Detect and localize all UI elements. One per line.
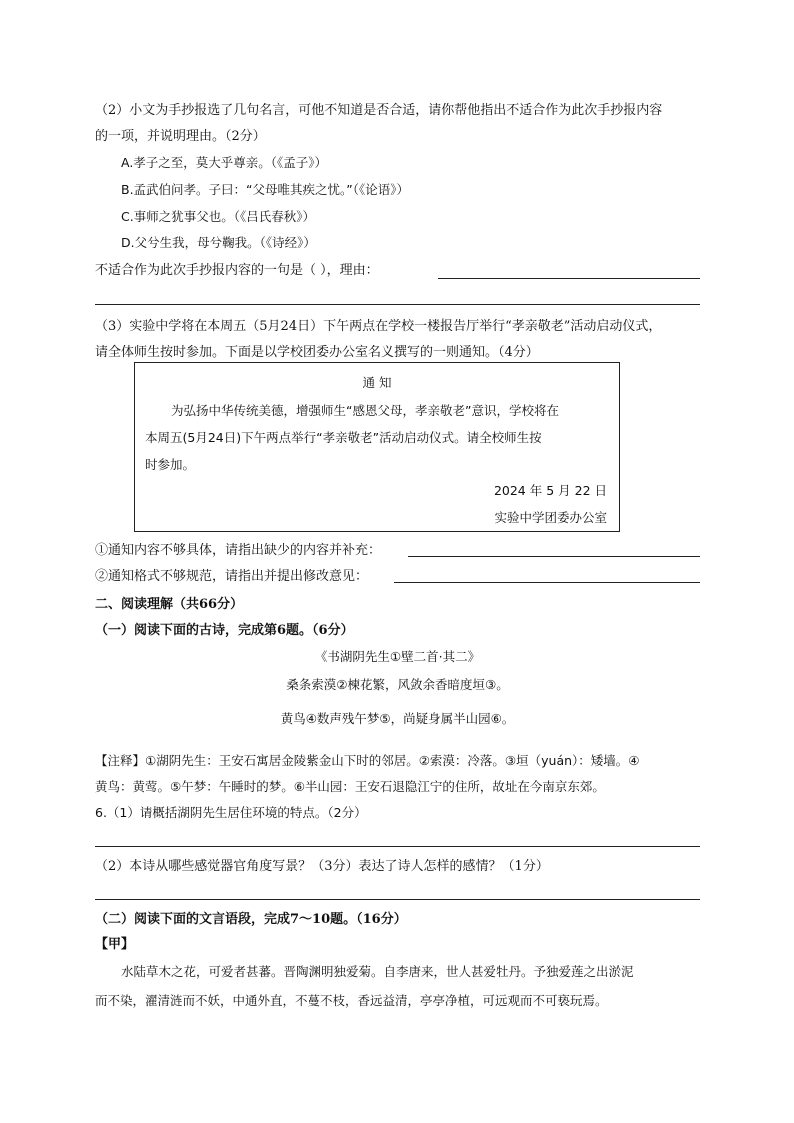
q2-option-c: C.事师之犹事父也。（《吕氏春秋》） — [121, 209, 315, 224]
notice-signature: 实验中学团委办公室 — [494, 510, 607, 525]
q2-answer-prompt: 不适合作为此次手抄报内容的一句是（ ），理由： — [95, 263, 379, 278]
notice-date: 2024 年 5 月 22 日 — [493, 483, 607, 498]
q6-part1-answer-line[interactable] — [95, 846, 700, 847]
classical-text-line2: 而不染，濯清涟而不妖，中通外直，不蔓不枝，香远益清，亭亭净植，可远观而不可亵玩焉。 — [95, 993, 608, 1008]
part1-heading: （一）阅读下面的古诗，完成第6题。（6分） — [95, 623, 354, 638]
part2-heading: （二）阅读下面的文言语段，完成7～10题。（16分） — [95, 912, 407, 927]
q2-answer-line[interactable] — [95, 304, 700, 305]
poem-title: 《书湖阴先生①壁二首·其二》 — [314, 649, 481, 664]
q6-part2: （2）本诗从哪些感觉器官角度写景？（3分）表达了诗人怎样的感情？（1分） — [95, 859, 549, 874]
q3-prompt-line2: 请全体师生按时参加。下面是以学校团委办公室名义撰写的一则通知。（4分） — [95, 345, 539, 360]
q2-reason-line[interactable] — [438, 278, 700, 279]
classical-text-line1: 水陆草木之花，可爱者甚蕃。晋陶渊明独爱菊。自李唐来，世人甚爱牡丹。予独爱莲之出淤泥 — [121, 964, 634, 979]
q3-sub2: ②通知格式不够规范，请指出并提出修改意见： — [95, 569, 369, 584]
q2-option-d: D.父兮生我，母兮鞠我。（《诗经》） — [121, 235, 316, 250]
notice-body-line3: 时参加。 — [145, 457, 196, 472]
q3-prompt-line1: （3）实验中学将在本周五（5月24日）下午两点在学校一楼报告厅举行“孝亲敬老”活动启动仪式， — [95, 319, 662, 334]
notice-body-line2: 本周五(5月24日)下午两点举行“孝亲敬老”活动启动仪式。请全校师生按 — [145, 430, 542, 445]
q3-sub1-line[interactable] — [408, 556, 700, 557]
q3-sub2-line[interactable] — [394, 582, 700, 583]
q6-part2-answer-line[interactable] — [95, 899, 700, 900]
section2-heading: 二、阅读理解（共66分） — [95, 597, 244, 612]
notice-title: 通 知 — [362, 375, 392, 390]
notes-line2: 黄鸟：黄莺。⑤午梦：午睡时的梦。⑥半山园：王安石退隐江宁的住所，故址在今南京东郊。 — [95, 779, 605, 794]
q3-sub1: ①通知内容不够具体，请指出缺少的内容并补充： — [95, 543, 382, 558]
notice-box — [134, 362, 620, 532]
notes-line1: 【注释】①湖阴先生：王安石寓居金陵紫金山下时的邻居。②索漠：冷落。③垣（yuán）：矮墙。④ — [95, 753, 640, 768]
q2-option-a: A.孝子之至，莫大乎尊亲。（《孟子》） — [121, 155, 328, 170]
poem-line2: 黄鸟④数声残午梦⑤，尚疑身属半山园⑥。 — [280, 711, 515, 726]
q6-part1: 6.（1）请概括湖阴先生居住环境的特点。（2分） — [95, 805, 367, 820]
q2-option-b: B.孟武伯问孝。子曰：“父母唯其疾之忧。”（《论语》） — [121, 182, 410, 197]
poem-line1: 桑条索漠②楝花繁，风敛余香暗度垣③。 — [286, 677, 509, 692]
q2-prompt-line2: 的一项，并说明理由。（2分） — [95, 129, 266, 144]
jia-label: 【甲】 — [95, 937, 135, 952]
notice-body-line1: 为弘扬中华传统美德，增强师生“感恩父母，孝亲敬老”意识，学校将在 — [171, 403, 559, 418]
q2-prompt-line1: （2）小文为手抄报选了几句名言，可他不知道是否合适，请你帮他指出不适合作为此次手抄报内容 — [95, 103, 663, 118]
